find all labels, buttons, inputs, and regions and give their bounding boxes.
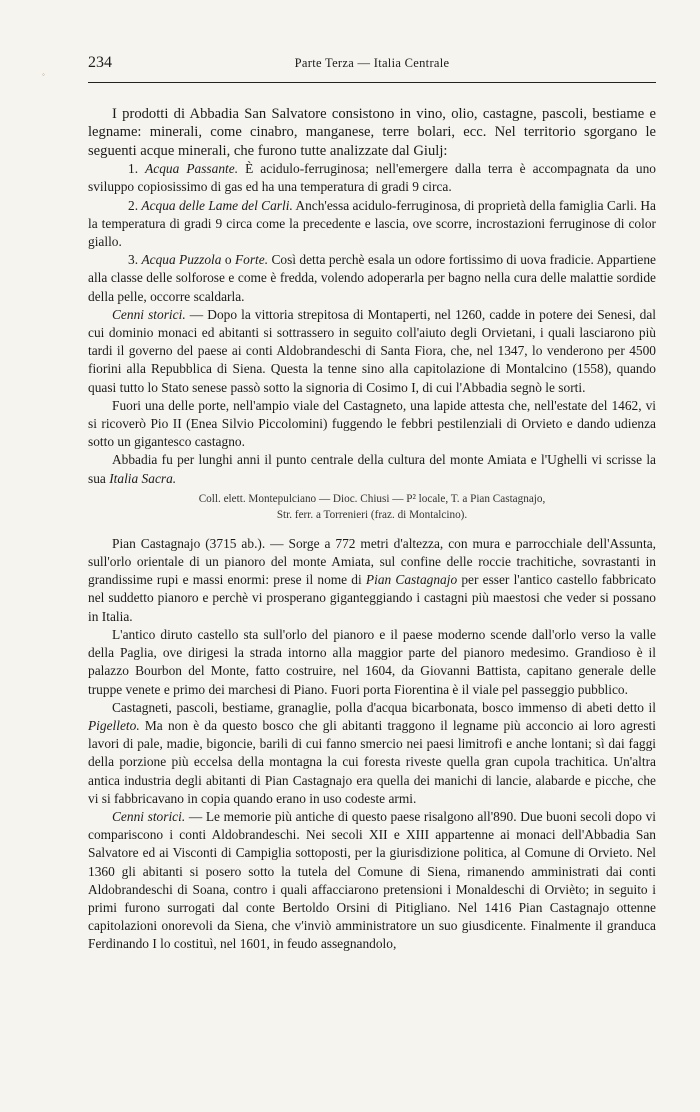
reference-line-1: Coll. elett. Montepulciano — Dioc. Chiusi — P² locale, T. a Pian Castagnajo, xyxy=(198,492,546,505)
spring-description: È acidulo-ferruginosa; nell'emergere dalla terra è accompagnata da uno sviluppo copiosissimo di gas ed ha una temperatura di gradi 9 circa. xyxy=(88,161,656,195)
paragraph-castagneti xyxy=(88,699,656,808)
history-text: — Le memorie più antiche di questo paese risalgono all'890. Due buoni secoli dopo vi compariscono i conti Aldobrandeschi. Nei secoli XII e XIII appartenne ai monaci dell'Abbadia San Salvatore ed ai Visconti di Campiglia sottoposti, per la giurisdizione politica, al Comune di Orvieto. Nel 1360 gli abitanti si posero sotto la tutela del Comune di Siena, rimanendo amministrati dai conti Aldobrandeschi di Soana, contro i quali affacciarono pretensioni i Monaldeschi di Orvièto; in seguito i primi furono surrogati dal conte Bertoldo Orsini di Pitigliano. Nel 1416 Pian Castagnajo ottenne capitolazioni onorevoli da Siena, che v'inviò amministratore un suo giusdicente. Finalmente il granduca Ferdinando I lo costituì, nel 1601, in feudo assegnandolo, xyxy=(88,808,657,952)
running-title: Parte Terza — Italia Centrale xyxy=(294,56,450,70)
forest-name: Pigelleto. xyxy=(88,717,140,733)
paragraph-products: I prodotti di Abbadia San Salvatore consistono in vino, olio, castagne, pascoli, bestiame e legname: minerali, come cinabro, manganese, terre bolari, ecc. Nel territorio sgorgano le seguenti acque minerali, che furono tutte analizzate dal Giulj: xyxy=(88,106,656,159)
paragraph-acqua-puzzola xyxy=(88,251,656,306)
paragraph-amiata-culture xyxy=(88,451,656,487)
place-name: Pian Castagnajo xyxy=(365,572,458,588)
book-title: Italia Sacra. xyxy=(109,470,177,486)
spring-description: Anch'essa acidulo-ferruginosa, di proprietà della famiglia Carli. Ha la temperatura di gradi 9 circa come la precedente e lascia, ove scorre, incrostazioni ferruginose di color giallo. xyxy=(88,197,656,250)
products-text: Castagneti, pascoli, bestiame, granaglie, polla d'acqua bicarbonata, bosco immenso di abeti detto il xyxy=(112,699,656,715)
spring-name: Acqua Puzzola xyxy=(141,252,222,268)
paragraph-history-abbadia xyxy=(88,306,656,397)
spring-name: Acqua delle Lame del Carli. xyxy=(141,197,293,213)
conjunction: o xyxy=(221,252,235,268)
page-body xyxy=(88,105,656,954)
products-text-end: Ma non è da questo bosco che gli abitanti traggono il legname più acconcio ai loro agresti lavori di pale, madie, bigoncie, barili di cui fanno smercio nei paesi limitrofi e anche lontani; sì dai faggi della porzione più eccelsa della montagna la cui foresta riveste quella gran cupola trachitica. Un'altra antica industria degli abitanti di Pian Castagnajo era quella dei manichi di lancie, alabarde e picche, che vi si fabbricavano in copia quando erano in uso codeste armi. xyxy=(88,717,656,806)
entry-text: Pian Castagnajo (3715 ab.). — Sorge a 772 metri d'altezza, con mura e parrocchiale dell'Assunta, sull'orlo orientale di un pianoro del monte Amiata, sul confine delle roccie trachitiche, sovrastanti in grandissime rupi e massi enormi: prese il nome di xyxy=(88,535,656,588)
spring-description: Così detta perchè esala un odore fortissimo di uova fradicie. Appartiene alla classe delle solforose e come è fredda, volendo adoperarla per bagno nella cura delle malattie sordide della pelle, occorre scaldarla. xyxy=(88,252,657,304)
page-number: 234 xyxy=(88,54,112,71)
history-text: — Dopo la vittoria strepitosa di Montaperti, nel 1260, cadde in potere dei Senesi, dal cui dominio monaci ed abitanti si sottrassero in seguito coll'aiuto degli Orvietani, i quali lasciarono più tardi il governo del paese ai conti Aldobrandeschi di Santa Fiora, che, nel 1347, lo venderono per 4500 fiorini alla Repubblica di Siena. Questa la tenne sino alla capitolazione di Montalcino (1558), quando quasi tutto lo Stato senese passò sotto la signoria di Cosimo I, di cui l'Abbadia segnò le sorti. xyxy=(88,306,656,395)
entry-text-end: per esser l'antico castello fabbricato nel suddetto pianoro e perchè vi prosperano giganteggiando i castagni più maestosi che veder si possano in Italia. xyxy=(88,572,656,624)
paragraph-acqua-passante xyxy=(88,160,656,196)
paragraph-acqua-lame xyxy=(88,197,656,252)
spring-name: Acqua Passante. xyxy=(145,161,239,177)
margin-mark: ◦ xyxy=(42,70,45,79)
reference-note xyxy=(88,491,656,523)
culture-text: Abbadia fu per lunghi anni il punto centrale della cultura del monte Amiata e l'Ughelli vi scrisse la sua xyxy=(88,452,656,486)
reference-line-2: Str. ferr. a Torrenieri (fraz. di Montalcino). xyxy=(276,508,468,521)
item-number: 1. xyxy=(128,161,139,177)
section-label: Cenni storici. xyxy=(112,306,186,322)
paragraph-history-pian xyxy=(88,808,656,954)
paragraph-castello: L'antico diruto castello sta sull'orlo del pianoro e il paese moderno scende dall'orlo verso la valle della Paglia, ove dirigesi la strada intorno alla maggior parte del pianoro medesimo. Grandioso è il palazzo Bourbon del Monte, fatto costruire, nel 1604, da Giovanni Battista, capitano generale delle truppe venete e primo dei marchesi di Piano. Fuori porta Fiorentina è il viale pel passeggio pubblico. xyxy=(88,626,656,697)
spring-alt-name: Forte. xyxy=(234,252,269,268)
item-number: 2. xyxy=(128,197,139,213)
paragraph-pio-ii: Fuori una delle porte, nell'ampio viale del Castagneto, una lapide attesta che, nell'estate del 1462, vi si ricoverò Pio II (Enea Silvio Piccolomini) fuggendo le febbri pestilenziali di Orvieto e dando udienza sotto un gigantesco castagno. xyxy=(88,397,656,450)
item-number: 3. xyxy=(128,252,139,268)
section-label: Cenni storici. xyxy=(112,808,186,824)
header-rule xyxy=(88,82,656,83)
page-header xyxy=(88,54,656,76)
paragraph-pian-castagnajo xyxy=(88,535,656,626)
